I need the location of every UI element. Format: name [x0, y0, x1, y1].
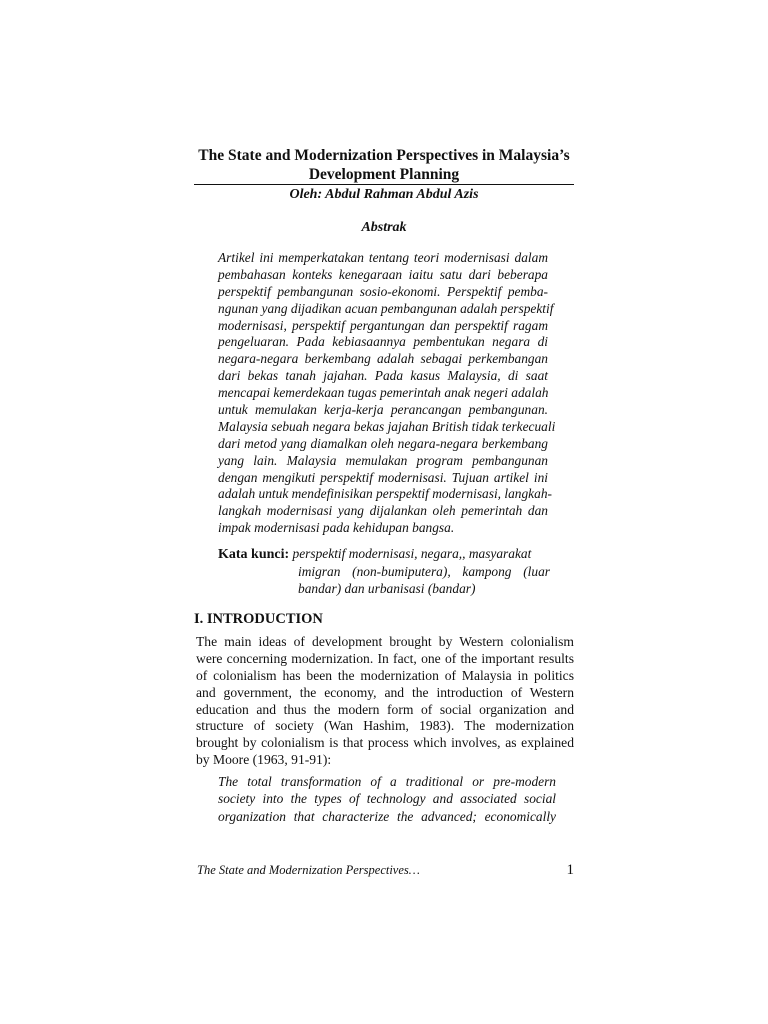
abstract-line: untuk memulakan kerja-kerja perancangan pembangunan. — [218, 402, 548, 418]
abstract-line: perspektif pembangunan sosio-ekonomi. Perspektif pemba- — [218, 283, 548, 299]
quote-line: organization that characterize the advanced; economically — [218, 808, 556, 824]
abstract-line: dengan mengikuti perspektif modernisasi. Tujuan artikel ini — [218, 469, 548, 485]
paragraph-line: brought by colonialism is that process which involves, as explained — [196, 735, 574, 751]
paragraph-line: education and thus the modern form of social organization and — [196, 701, 574, 717]
page-number: 1 — [566, 862, 574, 878]
keywords-text: imigran (non-bumiputera), kampong (luar — [298, 563, 550, 579]
abstract-line: impak modernisasi pada kehidupan bangsa. — [218, 520, 455, 536]
article-title-line-1: The State and Modernization Perspectives in Malaysia’s — [198, 147, 570, 164]
paragraph-line: were concerning modernization. In fact, one of the important results — [196, 650, 574, 666]
author-byline: Oleh: Abdul Rahman Abdul Azis — [289, 187, 479, 202]
abstract-line: dari metod yang diamalkan oleh negara-negara berkembang — [218, 435, 548, 451]
abstract-line: modernisasi, perspektif pergantungan dan perspektif ragam — [218, 317, 548, 333]
abstract-line: dari bekas tanah jajahan. Pada kasus Malaysia, di saat — [218, 368, 548, 384]
title-divider — [194, 184, 574, 185]
abstract-line: pembahasan konteks kenegaraan iaitu satu dari beberapa — [218, 266, 548, 282]
quote-line: society into the types of technology and associated social — [218, 791, 556, 807]
paragraph-line: and government, the economy, and the introduction of Western — [196, 684, 574, 700]
abstract-line: adalah untuk mendefinisikan perspektif modernisasi, langkah- — [218, 486, 552, 502]
keywords-label: Kata kunci: — [218, 547, 290, 562]
paragraph-line: The main ideas of development brought by Western colonialism — [196, 634, 574, 649]
section-heading-introduction: I. INTRODUCTION — [194, 611, 323, 627]
article-title — [194, 146, 574, 184]
keywords-text: perspektif modernisasi, negara,, masyarakat — [292, 546, 532, 561]
abstract-line: negara-negara berkembang adalah sebagai perkembangan — [218, 351, 548, 367]
quote-line: The total transformation of a traditional or pre-modern — [218, 774, 556, 789]
paragraph-line: structure of society (Wan Hashim, 1983). The modernization — [196, 718, 574, 734]
abstract-line: pengeluaran. Pada kebiasaannya pembentukan negara di — [218, 334, 548, 350]
abstract-line: Artikel ini memperkatakan tentang teori modernisasi dalam — [218, 250, 548, 265]
abstract-line: Malaysia sebuah negara bekas jajahan British tidak terkecuali — [218, 418, 556, 434]
paragraph-line: of colonialism has been the modernization of Malaysia in politics — [196, 667, 574, 683]
keywords-block — [218, 545, 550, 598]
running-footer-title: The State and Modernization Perspectives… — [197, 863, 420, 877]
abstract-line: langkah modernisasi yang dijalankan oleh pemerintah dan — [218, 503, 548, 519]
paragraph-line: by Moore (1963, 91-91): — [196, 752, 332, 768]
abstract-line: mencapai kemerdekaan tugas pemerintah anak negeri adalah — [218, 385, 549, 401]
abstract-heading: Abstrak — [361, 220, 407, 235]
abstract-body — [218, 250, 556, 537]
abstract-line: ngunan yang dijadikan acuan pembangunan adalah perspektif — [218, 300, 554, 316]
block-quote — [218, 773, 556, 825]
keywords-first-line — [218, 545, 550, 563]
article-title-line-2: Development Planning — [308, 166, 460, 183]
introduction-paragraph — [196, 634, 574, 769]
keywords-text: bandar) dan urbanisasi (bandar) — [298, 581, 476, 596]
abstract-line: yang lain. Malaysia memulakan program pembangunan — [218, 452, 548, 468]
